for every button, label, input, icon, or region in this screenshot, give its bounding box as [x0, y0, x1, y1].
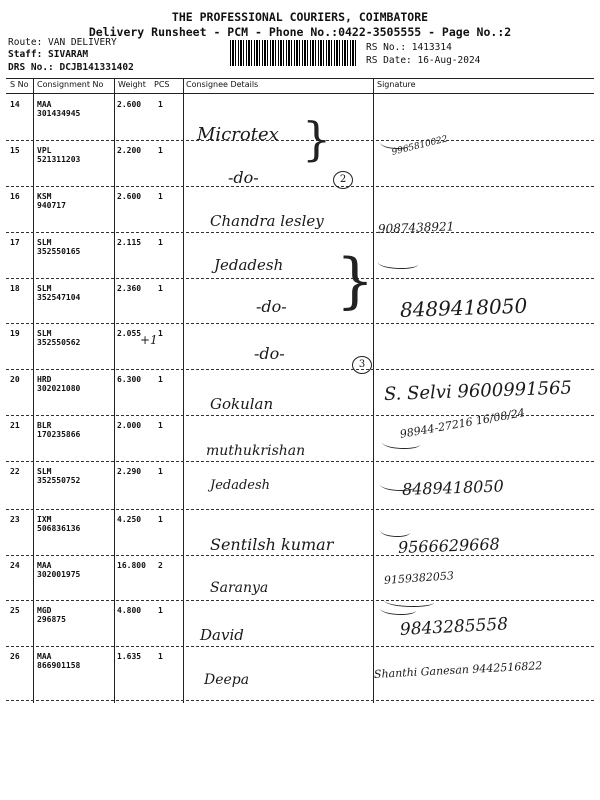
handwritten-signature: 9965810022: [390, 134, 449, 158]
row-divider: [6, 369, 594, 370]
handwritten-consignee: -do-: [256, 297, 287, 316]
signature-scribble: [380, 480, 416, 491]
group-brace: }: [336, 246, 375, 316]
cell-sno: 19: [10, 329, 20, 338]
cell-weight: 2.200: [117, 146, 142, 155]
cell-consignment: SLM 352550562: [37, 329, 81, 347]
signature-scribble: [380, 138, 410, 149]
handwritten-signature: 98944-27216 16/08/24: [398, 406, 526, 441]
cell-pcs: 1: [158, 192, 163, 201]
cell-pcs: 1: [158, 467, 163, 476]
handwritten-signature: 9087438921: [377, 219, 455, 236]
group-count-badge: 3: [352, 356, 372, 374]
cell-sno: 20: [10, 375, 20, 384]
cell-consignment: MAA 301434945: [37, 100, 81, 118]
cell-consignment: SLM 352547104: [37, 284, 81, 302]
handwritten-consignee: Microtex: [197, 124, 279, 145]
signature-scribble: [382, 438, 420, 449]
cell-sno: 22: [10, 467, 20, 476]
cell-sno: 21: [10, 421, 20, 430]
cell-pcs: 1: [158, 238, 163, 247]
cell-weight: 1.635: [117, 652, 142, 661]
col-weight: Weight: [118, 80, 146, 89]
cell-sno: 25: [10, 606, 20, 615]
cell-weight: 2.055: [117, 329, 142, 338]
cell-sno: 24: [10, 561, 20, 570]
cell-weight: 6.300: [117, 375, 142, 384]
handwritten-consignee: Gokulan: [210, 395, 274, 413]
cell-weight: 2.600: [117, 192, 142, 201]
col-sno: S No: [10, 80, 29, 89]
cell-pcs: 2: [158, 561, 163, 570]
col-pcs: PCS: [154, 80, 170, 89]
handwritten-signature: 8489418050: [401, 476, 505, 499]
handwritten-consignee: muthukrishan: [206, 443, 306, 459]
cell-sno: 15: [10, 146, 20, 155]
col-separator: [183, 78, 184, 703]
cell-sno: 14: [10, 100, 20, 109]
cell-consignment: MAA 866901158: [37, 652, 81, 670]
col-signature: Signature: [377, 80, 416, 89]
cell-consignment: MAA 302001975: [37, 561, 81, 579]
barcode: [230, 40, 358, 66]
cell-pcs: 1: [158, 375, 163, 384]
signature-scribble: [380, 604, 416, 615]
handwritten-signature: Shanthi Ganesan 9442516822: [373, 659, 543, 681]
company-title: THE PROFESSIONAL COURIERS, COIMBATORE: [171, 10, 429, 24]
rs-number: RS No.: 1413314: [366, 42, 452, 53]
cell-pcs: 1: [158, 515, 163, 524]
cell-pcs: 1: [158, 284, 163, 293]
handwritten-signature: 8489418050: [399, 293, 528, 322]
handwritten-signature: 9843285558: [399, 614, 509, 640]
handwritten-consignee: Sentilsh kumar: [210, 535, 334, 554]
staff-label: Staff: SIVARAM: [8, 49, 89, 60]
cell-consignment: KSM 940717: [37, 192, 66, 210]
cell-consignment: IXM 506836136: [37, 515, 81, 533]
rs-date: RS Date: 16-Aug-2024: [366, 55, 481, 66]
row-divider: [6, 555, 594, 556]
row-divider: [6, 461, 594, 462]
signature-scribble: [380, 526, 410, 537]
cell-sno: 16: [10, 192, 20, 201]
col-separator: [33, 78, 34, 703]
group-brace: }: [302, 112, 332, 166]
signature-scribble: [378, 258, 418, 269]
cell-sno: 18: [10, 284, 20, 293]
cell-consignment: SLM 352550752: [37, 467, 81, 485]
row-divider: [6, 646, 594, 647]
handwritten-consignee: David: [200, 626, 244, 644]
row-divider: [6, 509, 594, 510]
row-divider: [6, 232, 594, 233]
handwritten-consignee: Saranya: [210, 580, 269, 596]
cell-weight: 2.000: [117, 421, 142, 430]
runsheet-subtitle: Delivery Runsheet - PCM - Phone No.:0422-3505555 - Page No.:2: [88, 25, 512, 39]
cell-weight: 2.115: [117, 238, 142, 247]
cell-consignment: SLM 352550165: [37, 238, 81, 256]
route-label: Route: VAN DELIVERY: [8, 37, 117, 48]
cell-sno: 23: [10, 515, 20, 524]
pcs-correction-mark: +1: [140, 333, 158, 347]
cell-pcs: 1: [158, 146, 163, 155]
handwritten-consignee: -do-: [228, 168, 259, 187]
drs-number: DRS No.: DCJB141331402: [8, 62, 134, 73]
row-divider: [6, 600, 594, 601]
row-divider: [6, 186, 594, 187]
cell-sno: 17: [10, 238, 20, 247]
row-divider: [6, 700, 594, 701]
row-divider: [6, 140, 594, 141]
cell-consignment: MGD 296875: [37, 606, 66, 624]
cell-weight: 2.290: [117, 467, 142, 476]
cell-sno: 26: [10, 652, 20, 661]
cell-consignment: BLR 170235866: [37, 421, 81, 439]
cell-weight: 2.360: [117, 284, 142, 293]
cell-weight: 4.250: [117, 515, 142, 524]
handwritten-signature: 9159382053: [383, 569, 455, 587]
handwritten-consignee: Jedadesh: [210, 478, 271, 493]
col-separator: [373, 78, 374, 703]
cell-weight: 16.800: [117, 561, 146, 570]
row-divider: [6, 323, 594, 324]
group-count-badge: 2: [333, 171, 353, 189]
cell-consignment: HRD 302021080: [37, 375, 81, 393]
handwritten-signature: S. Selvi 9600991565: [383, 377, 573, 405]
cell-pcs: 1: [158, 606, 163, 615]
handwritten-consignee: Chandra lesley: [210, 212, 324, 230]
col-consignment: Consignment No: [37, 80, 104, 89]
cell-pcs: 1: [158, 100, 163, 109]
table-top-line: [6, 78, 594, 79]
handwritten-consignee: Deepa: [204, 672, 250, 688]
row-divider: [6, 278, 594, 279]
cell-weight: 4.800: [117, 606, 142, 615]
col-consignee: Consignee Details: [186, 80, 259, 89]
cell-weight: 2.600: [117, 100, 142, 109]
cell-consignment: VPL 521311203: [37, 146, 81, 164]
handwritten-consignee: Jedadesh: [214, 256, 284, 274]
cell-pcs: 1: [158, 421, 163, 430]
col-separator: [114, 78, 115, 703]
cell-pcs: 1: [158, 329, 163, 338]
handwritten-consignee: -do-: [254, 344, 285, 363]
cell-pcs: 1: [158, 652, 163, 661]
handwritten-signature: 9566629668: [397, 534, 501, 557]
header-bottom-line: [6, 93, 594, 94]
